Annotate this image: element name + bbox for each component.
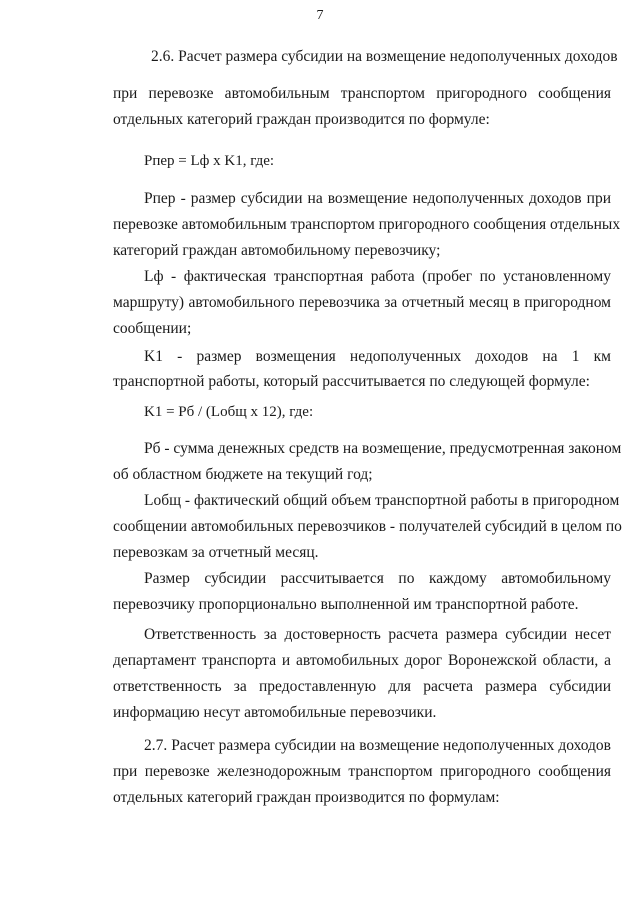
page-number: 7	[316, 8, 324, 23]
section-2-6-line-1: 2.6. Расчет размера субсидии на возмещение недополученных доходов	[151, 48, 618, 65]
def-p-per-line-1: Pпер - размер субсидии на возмещение недополученных доходов при	[144, 190, 611, 207]
section-2-7-line-1: 2.7. Расчет размера субсидии на возмещение недополученных доходов	[144, 737, 611, 754]
responsibility-line-2: департамент транспорта и автомобильных дорог Воронежской области, а	[113, 652, 611, 669]
def-l-obsch-line-1: Lобщ - фактический общий объем транспортной работы в пригородном	[144, 492, 620, 509]
section-2-7-line-2: при перевозке железнодорожным транспортом пригородного сообщения	[113, 763, 611, 780]
def-l-f-line-2: маршруту) автомобильного перевозчика за отчетный месяц в пригородном	[113, 294, 611, 311]
responsibility-line-4: информацию несут автомобильные перевозчики.	[113, 704, 437, 721]
subsidy-size-line-2: перевозчику пропорционально выполненной им транспортной работе.	[113, 596, 579, 613]
def-k1-line-2: транспортной работы, который рассчитывается по следующей формуле:	[113, 373, 590, 390]
def-l-obsch-line-3: перевозкам за отчетный месяц.	[113, 544, 319, 561]
def-p-per-line-2: перевозке автомобильным транспортом пригородного сообщения отдельных	[113, 216, 621, 233]
formula-k1: K1 = Pб / (Lобщ x 12), где:	[144, 404, 314, 420]
responsibility-line-1: Ответственность за достоверность расчета размера субсидии несет	[144, 626, 611, 643]
def-l-f-line-1: Lф - фактическая транспортная работа (пробег по установленному	[144, 268, 611, 285]
def-l-f-line-3: сообщении;	[113, 320, 192, 337]
def-p-b-line-2: об областном бюджете на текущий год;	[113, 466, 373, 483]
section-2-6-line-3: отдельных категорий граждан производится по формуле:	[113, 111, 490, 128]
section-2-7-line-3: отдельных категорий граждан производится по формулам:	[113, 789, 500, 806]
def-l-obsch-line-2: сообщении автомобильных перевозчиков - получателей субсидий в целом по	[113, 518, 622, 535]
subsidy-size-line-1: Размер субсидии рассчитывается по каждому автомобильному	[144, 570, 611, 587]
section-2-6-line-2: при перевозке автомобильным транспортом пригородного сообщения	[113, 85, 611, 102]
def-p-b-line-1: Pб - сумма денежных средств на возмещение, предусмотренная законом	[144, 440, 622, 457]
formula-p-per: Pпер = Lф x K1, где:	[144, 153, 275, 169]
def-p-per-line-3: категорий граждан автомобильному перевозчику;	[113, 242, 441, 259]
def-k1-line-1: K1 - размер возмещения недополученных доходов на 1 км	[144, 348, 611, 365]
responsibility-line-3: ответственность за предоставленную для расчета размера субсидии	[113, 678, 611, 695]
